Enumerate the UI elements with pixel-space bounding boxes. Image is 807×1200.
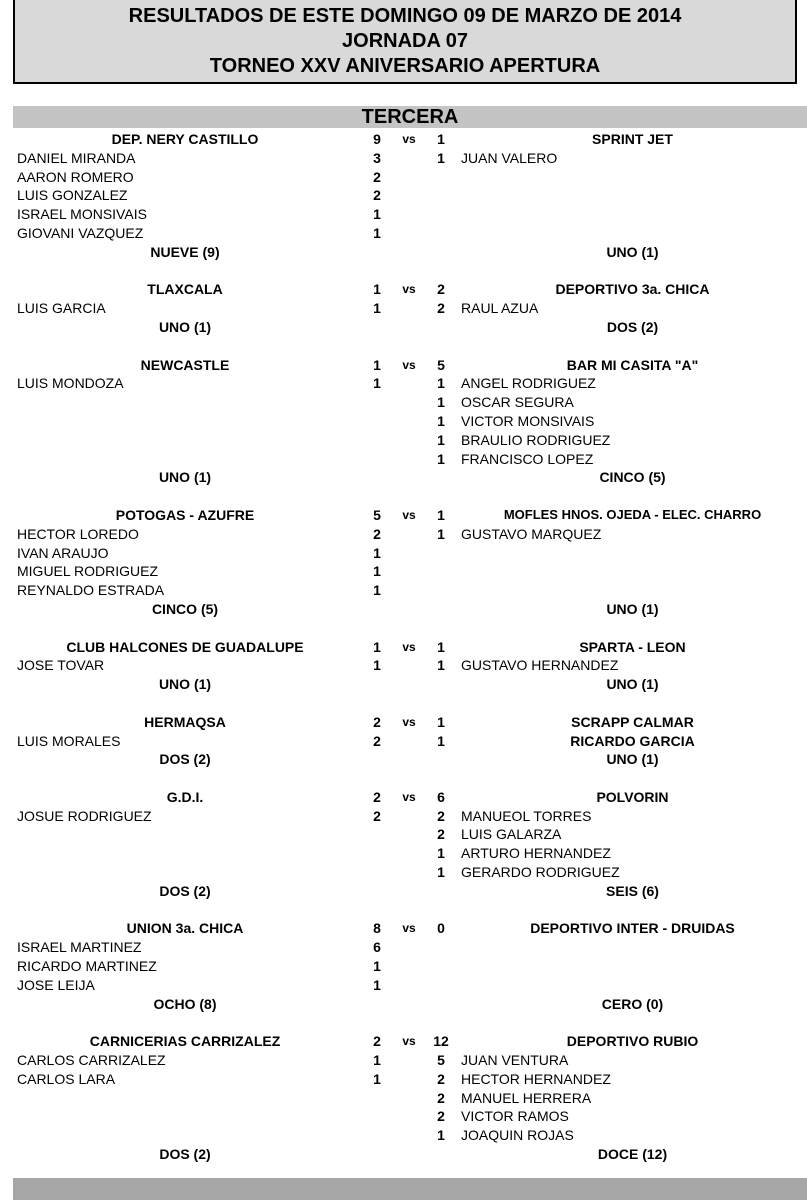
home-scorer-goals: 2 bbox=[373, 807, 381, 824]
away-scorer-name: VICTOR RAMOS bbox=[461, 1108, 569, 1125]
home-scorer-goals: 1 bbox=[373, 563, 381, 580]
home-scorer-goals: 2 bbox=[373, 187, 381, 204]
away-scorer-goals: 1 bbox=[437, 375, 445, 392]
home-team-name: UNION 3a. CHICA bbox=[126, 920, 244, 937]
home-scorer-name: CARLOS CARRIZALEZ bbox=[17, 1052, 166, 1069]
scorer-row bbox=[0, 1051, 807, 1070]
spacer-row bbox=[0, 337, 807, 356]
home-team-score: 5 bbox=[373, 506, 381, 523]
away-team-score: 0 bbox=[437, 920, 445, 937]
away-scorer-goals: 1 bbox=[437, 657, 445, 674]
away-scorer-goals: 1 bbox=[437, 864, 445, 881]
home-scorer-name: GIOVANI VAZQUEZ bbox=[17, 224, 144, 241]
home-scorer-name: REYNALDO ESTRADA bbox=[17, 582, 165, 599]
spacer-row bbox=[0, 262, 807, 281]
header-round: JORNADA 07 bbox=[342, 29, 468, 52]
scorer-row bbox=[0, 431, 807, 450]
home-scorer-goals: 1 bbox=[373, 582, 381, 599]
scorer-row bbox=[0, 393, 807, 412]
away-scorer-goals: 1 bbox=[437, 845, 445, 862]
away-scorer-goals: 1 bbox=[437, 394, 445, 411]
home-scorer-goals: 1 bbox=[373, 657, 381, 674]
home-scorer-goals: 1 bbox=[373, 976, 381, 993]
results-sheet bbox=[0, 130, 807, 1164]
scorer-row bbox=[0, 957, 807, 976]
match-header-row bbox=[0, 506, 807, 525]
scorer-row bbox=[0, 825, 807, 844]
away-scorer-name: GUSTAVO MARQUEZ bbox=[461, 525, 602, 542]
scorer-row bbox=[0, 224, 807, 243]
home-team-name: CLUB HALCONES DE GUADALUPE bbox=[66, 638, 304, 655]
away-team-name: SPARTA - LEON bbox=[579, 638, 686, 655]
vs-label: vs bbox=[402, 789, 416, 804]
header-tournament: TORNEO XXV ANIVERSARIO APERTURA bbox=[209, 54, 601, 77]
away-scorer-name: MANUEOL TORRES bbox=[461, 807, 592, 824]
away-scorer-goals: 1 bbox=[437, 525, 445, 542]
match-total-row bbox=[0, 468, 807, 487]
home-scorer-name: LUIS MONDOZA bbox=[17, 375, 124, 392]
home-scorer-goals: 2 bbox=[373, 168, 381, 185]
home-scorer-name: JOSE LEIJA bbox=[17, 976, 95, 993]
home-scorer-name: IVAN ARAUJO bbox=[17, 544, 109, 561]
home-scorer-name: CARLOS LARA bbox=[17, 1070, 116, 1087]
match-header-row bbox=[0, 356, 807, 375]
home-team-name: TLAXCALA bbox=[147, 281, 223, 298]
scorer-row bbox=[0, 544, 807, 563]
home-scorer-name: MIGUEL RODRIGUEZ bbox=[17, 563, 159, 580]
vs-label: vs bbox=[402, 1034, 416, 1049]
scorer-row bbox=[0, 168, 807, 187]
home-scorer-goals: 1 bbox=[373, 1052, 381, 1069]
away-scorer-name: GERARDO RODRIGUEZ bbox=[461, 864, 620, 881]
away-scorer-name: LUIS GALARZA bbox=[461, 826, 562, 843]
home-total-words: OCHO (8) bbox=[153, 995, 217, 1012]
match-total-row bbox=[0, 750, 807, 769]
home-scorer-name: DANIEL MIRANDA bbox=[17, 149, 136, 166]
vs-label: vs bbox=[402, 282, 416, 297]
match-total-row bbox=[0, 1145, 807, 1164]
scorer-row bbox=[0, 299, 807, 318]
home-scorer-name: RICARDO MARTINEZ bbox=[17, 958, 157, 975]
match-header-row bbox=[0, 1032, 807, 1051]
home-scorer-name: HECTOR LOREDO bbox=[17, 525, 139, 542]
spacer-row bbox=[0, 619, 807, 638]
away-team-score: 2 bbox=[437, 281, 445, 298]
away-team-name: DEPORTIVO RUBIO bbox=[566, 1033, 699, 1050]
scorer-row bbox=[0, 863, 807, 882]
scorer-row bbox=[0, 1070, 807, 1089]
away-team-score: 1 bbox=[437, 713, 445, 730]
away-team-score: 6 bbox=[437, 788, 445, 805]
away-team-name: MOFLES HNOS. OJEDA - ELEC. CHARRO bbox=[503, 506, 762, 522]
away-scorer-goals: 2 bbox=[437, 300, 445, 317]
match-total-row bbox=[0, 243, 807, 262]
scorer-row bbox=[0, 1126, 807, 1145]
away-team-score: 1 bbox=[437, 131, 445, 147]
away-team-name: POLVORIN bbox=[596, 788, 669, 805]
scorer-row bbox=[0, 807, 807, 826]
home-team-score: 9 bbox=[373, 131, 381, 147]
home-scorer-goals: 1 bbox=[373, 544, 381, 561]
match-header-row bbox=[0, 919, 807, 938]
home-scorer-name: JOSUE RODRIGUEZ bbox=[17, 807, 152, 824]
away-scorer-name: JUAN VENTURA bbox=[461, 1052, 569, 1069]
away-scorer-name: JOAQUIN ROJAS bbox=[461, 1127, 574, 1144]
home-total-words: DOS (2) bbox=[159, 751, 211, 768]
match-header-row bbox=[0, 638, 807, 657]
home-scorer-goals: 1 bbox=[373, 206, 381, 223]
away-scorer-name: OSCAR SEGURA bbox=[461, 394, 574, 411]
vs-label: vs bbox=[402, 357, 416, 372]
away-total-words: DOCE (12) bbox=[597, 1146, 668, 1163]
scorer-row bbox=[0, 844, 807, 863]
home-team-score: 2 bbox=[373, 713, 381, 730]
away-scorer-goals: 1 bbox=[437, 412, 445, 429]
scorer-row bbox=[0, 186, 807, 205]
page-header bbox=[13, 0, 797, 84]
home-team-name: DEP. NERY CASTILLO bbox=[111, 131, 259, 147]
away-team-name: SCRAPP CALMAR bbox=[571, 713, 694, 730]
home-team-name: NEWCASTLE bbox=[140, 356, 230, 373]
scorer-row bbox=[0, 976, 807, 995]
scorer-row bbox=[0, 412, 807, 431]
home-scorer-goals: 1 bbox=[373, 375, 381, 392]
home-team-score: 1 bbox=[373, 638, 381, 655]
scorer-row bbox=[0, 525, 807, 544]
away-team-score: 1 bbox=[437, 638, 445, 655]
home-total-words: UNO (1) bbox=[158, 318, 212, 335]
away-scorer-name: VICTOR MONSIVAIS bbox=[461, 412, 595, 429]
away-scorer-goals: 5 bbox=[437, 1052, 445, 1069]
scorer-row bbox=[0, 938, 807, 957]
home-total-words: DOS (2) bbox=[159, 882, 211, 899]
away-team-name: SPRINT JET bbox=[592, 131, 673, 147]
home-scorer-goals: 1 bbox=[373, 1070, 381, 1087]
scorer-row bbox=[0, 149, 807, 168]
home-team-name: HERMAQSA bbox=[144, 713, 226, 730]
away-scorer-goals: 1 bbox=[437, 1127, 445, 1144]
away-scorer-name: ARTURO HERNANDEZ bbox=[461, 845, 611, 862]
away-scorer-name: RAUL AZUA bbox=[461, 300, 539, 317]
match-total-row bbox=[0, 318, 807, 337]
home-scorer-name: LUIS GONZALEZ bbox=[17, 187, 128, 204]
away-total-words: UNO (1) bbox=[606, 676, 659, 693]
away-total-words: SEIS (6) bbox=[606, 882, 659, 899]
away-scorer-name: BRAULIO RODRIGUEZ bbox=[461, 431, 611, 448]
home-scorer-name: AARON ROMERO bbox=[17, 168, 134, 185]
away-scorer-goals: 2 bbox=[437, 807, 445, 824]
spacer-row bbox=[0, 1013, 807, 1032]
spacer-row bbox=[0, 694, 807, 713]
home-scorer-goals: 2 bbox=[373, 525, 381, 542]
home-team-name: CARNICERIAS CARRIZALEZ bbox=[89, 1033, 281, 1050]
scorer-row bbox=[0, 581, 807, 600]
away-scorer-name: GUSTAVO HERNANDEZ bbox=[461, 657, 619, 674]
footer-bar bbox=[13, 1178, 807, 1200]
home-scorer-goals: 3 bbox=[373, 149, 381, 166]
vs-label: vs bbox=[402, 639, 416, 654]
away-team-name: DEPORTIVO INTER - DRUIDAS bbox=[530, 920, 735, 937]
match-header-row bbox=[0, 713, 807, 732]
away-total-words: UNO (1) bbox=[606, 243, 659, 260]
away-total-words: UNO (1) bbox=[606, 600, 659, 617]
scorer-row bbox=[0, 562, 807, 581]
scorer-row bbox=[0, 450, 807, 469]
home-total-words: DOS (2) bbox=[159, 1146, 211, 1163]
away-scorer-name: MANUEL HERRERA bbox=[461, 1089, 592, 1106]
home-team-name: G.D.I. bbox=[166, 788, 204, 805]
away-scorer-name: JUAN VALERO bbox=[461, 149, 558, 166]
home-team-score: 1 bbox=[373, 281, 381, 298]
away-scorer-goals: 1 bbox=[437, 732, 445, 749]
home-team-score: 2 bbox=[373, 788, 381, 805]
match-header-row bbox=[0, 280, 807, 299]
home-scorer-goals: 1 bbox=[373, 300, 381, 317]
spacer-row bbox=[0, 901, 807, 920]
away-scorer-goals: 1 bbox=[437, 149, 445, 166]
away-scorer-goals: 2 bbox=[437, 1108, 445, 1125]
away-scorer-name: RICARDO GARCIA bbox=[570, 732, 695, 749]
vs-label: vs bbox=[402, 921, 416, 936]
home-team-score: 8 bbox=[373, 920, 381, 937]
match-total-row bbox=[0, 600, 807, 619]
home-total-words: UNO (1) bbox=[158, 676, 212, 693]
match-header-row bbox=[0, 788, 807, 807]
away-team-name: BAR MI CASITA "A" bbox=[566, 356, 699, 373]
home-scorer-name: LUIS GARCIA bbox=[17, 300, 106, 317]
away-scorer-name: FRANCISCO LOPEZ bbox=[461, 450, 594, 467]
home-scorer-goals: 2 bbox=[373, 732, 381, 749]
header-date-title: RESULTADOS DE ESTE DOMINGO 09 DE MARZO DE 2014 bbox=[128, 4, 682, 27]
scorer-row bbox=[0, 1107, 807, 1126]
scorer-row bbox=[0, 1089, 807, 1108]
scorer-row bbox=[0, 374, 807, 393]
home-team-score: 1 bbox=[373, 356, 381, 373]
away-team-score: 1 bbox=[437, 506, 445, 523]
match-total-row bbox=[0, 995, 807, 1014]
away-scorer-goals: 2 bbox=[437, 1089, 445, 1106]
home-total-words: NUEVE (9) bbox=[150, 243, 220, 260]
home-scorer-goals: 6 bbox=[373, 939, 381, 956]
away-scorer-goals: 2 bbox=[437, 1070, 445, 1087]
away-scorer-name: HECTOR HERNANDEZ bbox=[461, 1070, 611, 1087]
match-total-row bbox=[0, 882, 807, 901]
scorer-row bbox=[0, 732, 807, 751]
away-scorer-goals: 1 bbox=[437, 450, 445, 467]
home-scorer-name: LUIS MORALES bbox=[17, 732, 121, 749]
away-scorer-goals: 1 bbox=[437, 431, 445, 448]
home-scorer-goals: 1 bbox=[373, 224, 381, 241]
away-total-words: CINCO (5) bbox=[599, 469, 666, 486]
away-total-words: DOS (2) bbox=[606, 318, 659, 335]
away-scorer-name: ANGEL RODRIGUEZ bbox=[461, 375, 596, 392]
home-scorer-goals: 1 bbox=[373, 958, 381, 975]
away-total-words: CERO (0) bbox=[601, 995, 664, 1012]
vs-label: vs bbox=[402, 714, 416, 729]
spacer-row bbox=[0, 769, 807, 788]
home-team-name: POTOGAS - AZUFRE bbox=[115, 506, 255, 523]
vs-label: vs bbox=[402, 507, 416, 522]
scorer-row bbox=[0, 656, 807, 675]
spacer-row bbox=[0, 487, 807, 506]
home-scorer-name: ISRAEL MARTINEZ bbox=[17, 939, 142, 956]
away-team-score: 12 bbox=[433, 1033, 449, 1050]
away-team-score: 5 bbox=[437, 356, 445, 373]
home-team-score: 2 bbox=[373, 1033, 381, 1050]
home-scorer-name: ISRAEL MONSIVAIS bbox=[17, 206, 147, 223]
home-scorer-name: JOSE TOVAR bbox=[17, 657, 105, 674]
home-total-words: CINCO (5) bbox=[151, 600, 219, 617]
match-total-row bbox=[0, 675, 807, 694]
away-total-words: UNO (1) bbox=[606, 751, 659, 768]
home-total-words: UNO (1) bbox=[158, 469, 212, 486]
section-title: TERCERA bbox=[13, 106, 807, 128]
scorer-row bbox=[0, 205, 807, 224]
vs-label: vs bbox=[402, 132, 416, 146]
away-team-name: DEPORTIVO 3a. CHICA bbox=[555, 281, 710, 298]
away-scorer-goals: 2 bbox=[437, 826, 445, 843]
match-header-row bbox=[0, 130, 807, 149]
